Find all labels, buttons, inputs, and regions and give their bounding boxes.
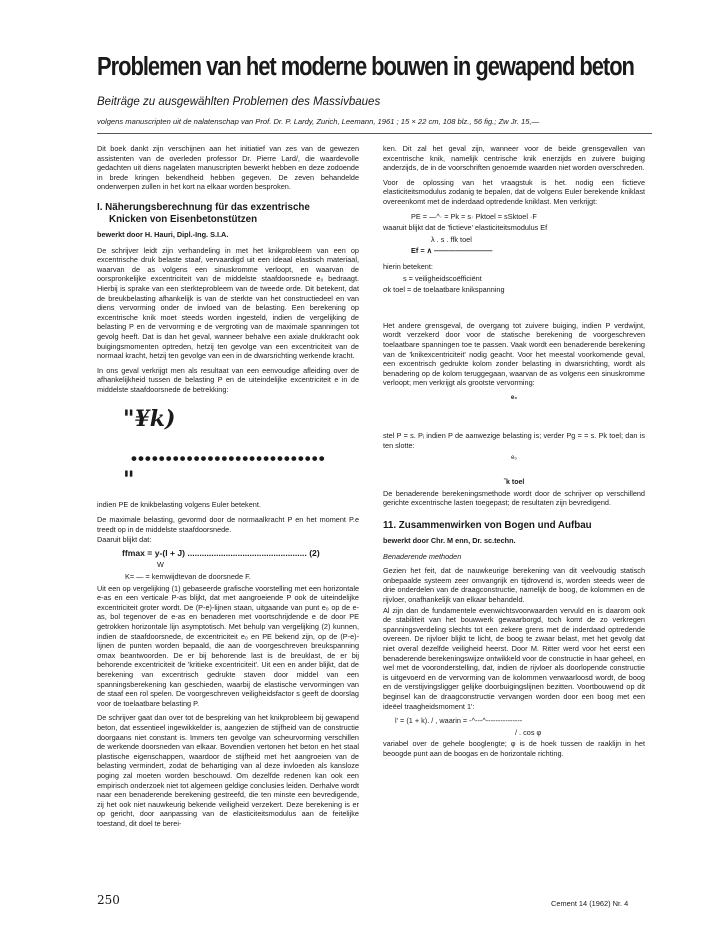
- spacer: [383, 297, 645, 321]
- intro-paragraph: Dit boek dankt zijn verschijnen aan het initiatief van zes van de gewezen assistenten van de overleden professor Dr. Pierre Lard/, die waardevolle gedachten uit diens nagelaten manuscripten bewerkt hebben en deze zodoende in brede kringen bekendheid hebben gegeven. De zeven behandelde onderwerpen zullen in het kort na elkaar worden besproken.: [97, 144, 359, 192]
- journal-reference: Cement 14 (1962) Nr. 4: [551, 899, 629, 908]
- formula-inertia-denominator: / . cos φ: [515, 727, 542, 737]
- note: indien PE de knikbelasting volgens Euler betekent.: [97, 500, 261, 510]
- formula-2: ffmax = y-(l + J) .................................................. (2): [122, 547, 320, 558]
- book-source: volgens manuscripten uit de nalatenschap van Prof. Dr. P. Lardy, Zurich, Leemann, 1961 ; 15 × 22 cm, 108 blz., 56 fig.; Zw Jr. 15,—: [97, 117, 540, 126]
- formula-w: W: [157, 560, 164, 570]
- formula-e0b: e₀: [510, 453, 517, 461]
- definition: σk toel = de toelaatbare knikspanning: [383, 285, 505, 295]
- paragraph: De benaderende berekeningsmethode wordt door de schrijver op verschillend gerichte excentrische lasten toegepast; de resultaten zijn bevredigend.: [383, 488, 645, 508]
- formula-inertia: l' = (1 + k). / , waarin = -^---^---------------: [395, 716, 523, 726]
- formula-euler: PE = —^· = Pk = s· Pktoel = sSktoel ·F: [411, 211, 537, 221]
- paragraph: variabel over de gehele booglengte; φ is de hoek tussen de raaklijn in het beoogde punt aan de boogas en de horizontale richting.: [383, 739, 645, 758]
- paragraph: De schrijver leidt zijn verhandeling in met het knikprobleem van een op excentrische druk belaste staaf, vervaardigd uit een ideaal elastisch materiaal, waarvan de as volgens een sinuskromme verloopt, en waarvan de oorspronkelijke excentriciteit van de middelste staafdoorsnede e₀ bedraagt. Hierbij is sprake van een sterkteprobleem van de tweede orde. Dit betekent, dat de breukbelasting afhankelijk is van de sterkte van het constructiedeel en van diens vervorming onder de invloed van de belasting. Een berekening op excentrische knik moet steeds worden ingesteld, indien de vergelijking de belasting P en de vervorming e de vergroting van de maximale spanningen tot gevolg heeft. Dat is dan het geval, wanneer behalve een axiale drukkracht ook buigingsmomenten optreden, hetzij ten gevolge van een excentriciteit van de normaal kracht, hetzij ten gevolge van een in de dwarsrichting werkende kracht.: [97, 245, 359, 361]
- formula-1-dots: ••••••••••••••••••••••••••••: [131, 450, 326, 469]
- section-1-heading-line2: Knicken von Eisenbetonstützen: [109, 213, 258, 225]
- formula-ef-numerator: λ . s . ffk toel: [431, 234, 472, 244]
- note: De maximale belasting, gevormd door de normaalkracht P en het moment P.e treedt op in de middelste staafdoorsnede.: [97, 515, 359, 534]
- spacer: [383, 463, 645, 477]
- paragraph: Al zijn dan de fundamentele evenwichtsvoorwaarden vervuld en is daarom ook de stabiliteit van het bouwwerk gewaarborgd, toch komt de zo verkregen spanningsverdeling slechts tot een zekere grens met de inderdaad optredende overeen. De rijvloer blijkt te licht, de boog te zwaar belast, met het gevolg dat niet overal dezelfde veiligheid heerst. Door M. Ritter werd voor het eerst een benaderende berekeningswijze ontwikkeld voor de constructie in haar geheel, en wel met de vooronderstelling, dat, indien de rijvloer als doorlopende constructie is uitgevoerd en de vervorming van de kolommen verwaarloosd wordt, de boog en de verstijvingsligger gelijke doorbuigingslijnen bezitten. Voortbouwend op dit beginsel kan de draagconstructie vervangen worden door een boog met een ideëel traagheidsmoment 1':: [383, 605, 645, 711]
- note: Daaruit blijkt dat:: [97, 535, 152, 545]
- paragraph: De schrijver gaat dan over tot de bespreking van het knikprobleem bij gewapend beton, dat essentieel ingewikkelder is, aangezien de stijfheid van de constructie doorgaans niet constant is. Immers ten gevolge van scheurvorming verschillen de werkende doorsneden van elkaar. Bovendien vertonen het beton en het staal plastische eigenschappen, waardoor de stijfheid met het aangroeien van de belasting vermindert, zodat de behartiging van al deze invloeden als kansloze poging zal moeten worden beschouwd. Om dezelfde redenen kan ook een empirisch onderzoek niet tot algemeen geldige conclusies leiden. Derhalve wordt naar een benaderende berekening gestreefd, die ten minste een bevredigende, zij het ook niet nauwkeurig bekende veiligheid verzekert. Deze berekening is er op gericht, door aanpassing van de elasticiteitsmodulus aan de feitelijke toestand, dit doel te berei-: [97, 713, 359, 828]
- formula-1: "¥k): [123, 406, 176, 433]
- paragraph: stel P = s. Pᵢ indien P de aanwezige belasting is; verder Pg = = s. Pk toel; dan is ten slotte:: [383, 431, 645, 451]
- definitions-heading: hierin betekent:: [383, 261, 433, 271]
- page-number: 250: [97, 893, 120, 907]
- section-1-heading: [97, 202, 359, 226]
- left-column: [97, 144, 359, 833]
- article-title: Problemen van het moderne bouwen in gewapend beton: [97, 53, 634, 81]
- article-subtitle: Beiträge zu ausgewählten Problemen des Massivbaues: [97, 96, 381, 108]
- right-column: [383, 144, 645, 764]
- paragraph: Voor de oplossing van het vraagstuk is het. nodig een fictieve elasticiteitsmodulus zodanig te bepalen, dat de volgens Euler berekende kniklast overeenkomt met de inderdaad optredende kniklast. Men verkrijgt:: [383, 177, 645, 206]
- paragraph: Gezien het feit, dat de nauwkeurige berekening van dit veelvoudig statisch onbepaalde systeem zeer omvangrijk en tijdrovend is, worden steeds weer de drie onderdelen van de draagconstructie, namelijk de boog, de kolommen en de rijvloer, onafhankelijk van elkaar behandeld.: [383, 566, 645, 604]
- formula-text: waaruit blijkt dat de 'fictieve' elasticiteitsmodulus Ef: [383, 223, 548, 233]
- formula-e0: e₀: [510, 393, 518, 401]
- header-rule: [97, 133, 652, 134]
- definition: s = veiligheidscoëfficiënt: [403, 273, 482, 283]
- formula-k: K= — = kernwijdtevan de doorsnede F.: [125, 572, 251, 582]
- section-1-heading-line1: I. Näherungsberechnung für das exzentrische: [97, 201, 310, 213]
- formula-ktoel: ˆk toel: [503, 479, 525, 487]
- formula-ef: Ef = ∧ ————————: [411, 246, 493, 256]
- paragraph: In ons geval verkrijgt men als resultaat van een eenvoudige afleiding over de afhankelijkheid tussen de belasting P en de uiteindelijke excentriciteit e in de middelste staafdoorsnede de betrekking:: [97, 365, 359, 394]
- spacer: [383, 403, 645, 431]
- paragraph: Het andere grensgeval, de overgang tot zuivere buiging, indien P verdwijnt, wordt verzekerd door voor de statische berekening de voorgeschreven toelaatbare spanningen toe te passen. Vaak wordt een benaderende berekening van de 'knikexcentriciteit' nodig geacht. Voor het meestal voorkomende geval, een excentrisch gedrukte kolom zonder belasting in dwarsrichting, wordt als benadering op de kolom teruggegaan, waarvan de as volgens een sinuskromme verloopt; men verkrijgt als grootste vervorming:: [383, 320, 645, 388]
- paragraph: ken. Dit zal het geval zijn, wanneer voor de beide grensgevallen van excentrische knik, namelijk centrische knik enerzijds en zuivere buiging anderzijds, de in de voorschriften genoemde waarden niet worden overschreden.: [383, 144, 645, 173]
- section-1-author: bewerkt door H. Hauri, Dipl.-Ing. S.I.A.: [97, 229, 229, 239]
- section-2-heading: 11. Zusammenwirken von Bogen und Aufbau: [383, 520, 592, 532]
- formula-1-mark: ": [123, 467, 135, 494]
- section-2-author: bewerkt door Chr. M enn, Dr. sc.techn.: [383, 536, 516, 546]
- section-2-subheading: Benaderende methoden: [383, 551, 462, 561]
- paragraph: Uit een op vergelijking (1) gebaseerde grafische voorstelling met een horizontale e-as en een verticale P-as blijkt, dat met aangroeiende P ook de uiteindelijke excentriciteit groter wordt. De (P-e)-lijnen staan, uitgaande van punt e₀ op de e-as, bol tegenover de e-as en benaderen met voortschrijdende e de door PE getrokken horizontale lijn asymptotisch. Met behulp van vergelijking (2) kunnen, indien de staafdoorsnede, de excentriciteit e₀ en PE bekend zijn, op de (P-e)-lijnen de punten worden bepaald, die aan de voorgeschreven breukspanning σmax beantwoorden. De er bij behorende last is de breuklast, de er bij behorende excentriciteit de 'kritieke excentriciteit'. Uit een en ander blijkt, dat de berekening van excentrisch gedrukte staven door middel van een spanningsberekening kan geschieden, waarbij de elastische vervormingen van de staaf een rol spelen. De voorgeschreven veiligheidsfactor s geeft de doorslag voor de toelaatbare belasting P.: [97, 583, 359, 708]
